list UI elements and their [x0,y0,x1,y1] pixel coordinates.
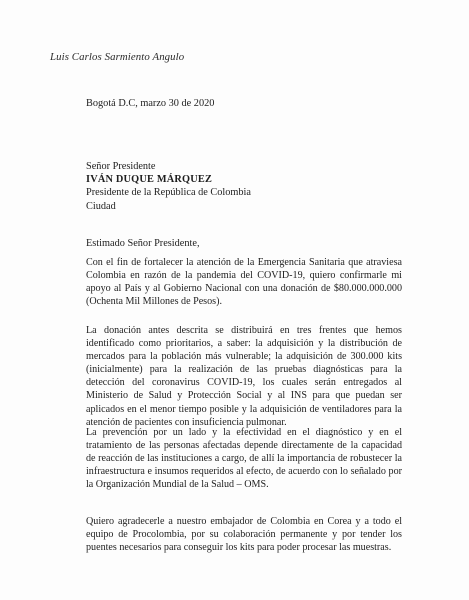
paragraph-thanks: Quiero agradecerle a nuestro embajador de Colombia en Corea y a todo el equipo de Procolombia, por su colaboración permanente y por tender los puentes necesarios para conseguir los kits para poder procesar las muestras. [86,516,402,554]
recipient-city: Ciudad [86,200,116,212]
recipient-title: Presidente de la República de Colombia [86,187,251,199]
recipient-name: IVÁN DUQUE MÁRQUEZ [86,174,213,186]
date-line: Bogotá D.C, marzo 30 de 2020 [86,98,215,109]
paragraph-distribution: La donación antes descrita se distribuirá en tres frentes que hemos identificado como prioritarios, a saber: la adquisición y la distribución de mercados para la población más vulnerable; la adquisición de 300.000 kits (inicialmente) para la realización de las pruebas diagnósticas para la detección del coronavirus COVID-19, los cuales serán entregados al Ministerio de Salud y Protección Social y al INS para que puedan ser aplicados en el menor tiempo posible y la adquisición de ventiladores para la atención de pacientes con insuficiencia pulmonar. [86,325,402,428]
recipient-honorific: Señor Presidente [86,161,156,172]
letterhead-name: Luis Carlos Sarmiento Angulo [50,51,185,63]
salutation: Estimado Señor Presidente, [86,238,200,249]
paragraph-prevention: La prevención por un lado y la efectividad en el diagnóstico y en el tratamiento de las personas afectadas depende directamente de la capacidad de reacción de las instituciones a cargo, de allí la importancia de robustecer la infraestructura e insumos requeridos al efecto, de acuerdo con lo señalado por la Organización Mundial de la Salud – OMS. [86,427,402,491]
recipient-block [86,160,251,213]
paragraph-donation: Con el fin de fortalecer la atención de la Emergencia Sanitaria que atraviesa Colombia en razón de la pandemia del COVID-19, quiero confirmarle mi apoyo al País y al Gobierno Nacional con una donación de $80.000.000.000 (Ochenta Mil Millones de Pesos). [86,257,402,308]
